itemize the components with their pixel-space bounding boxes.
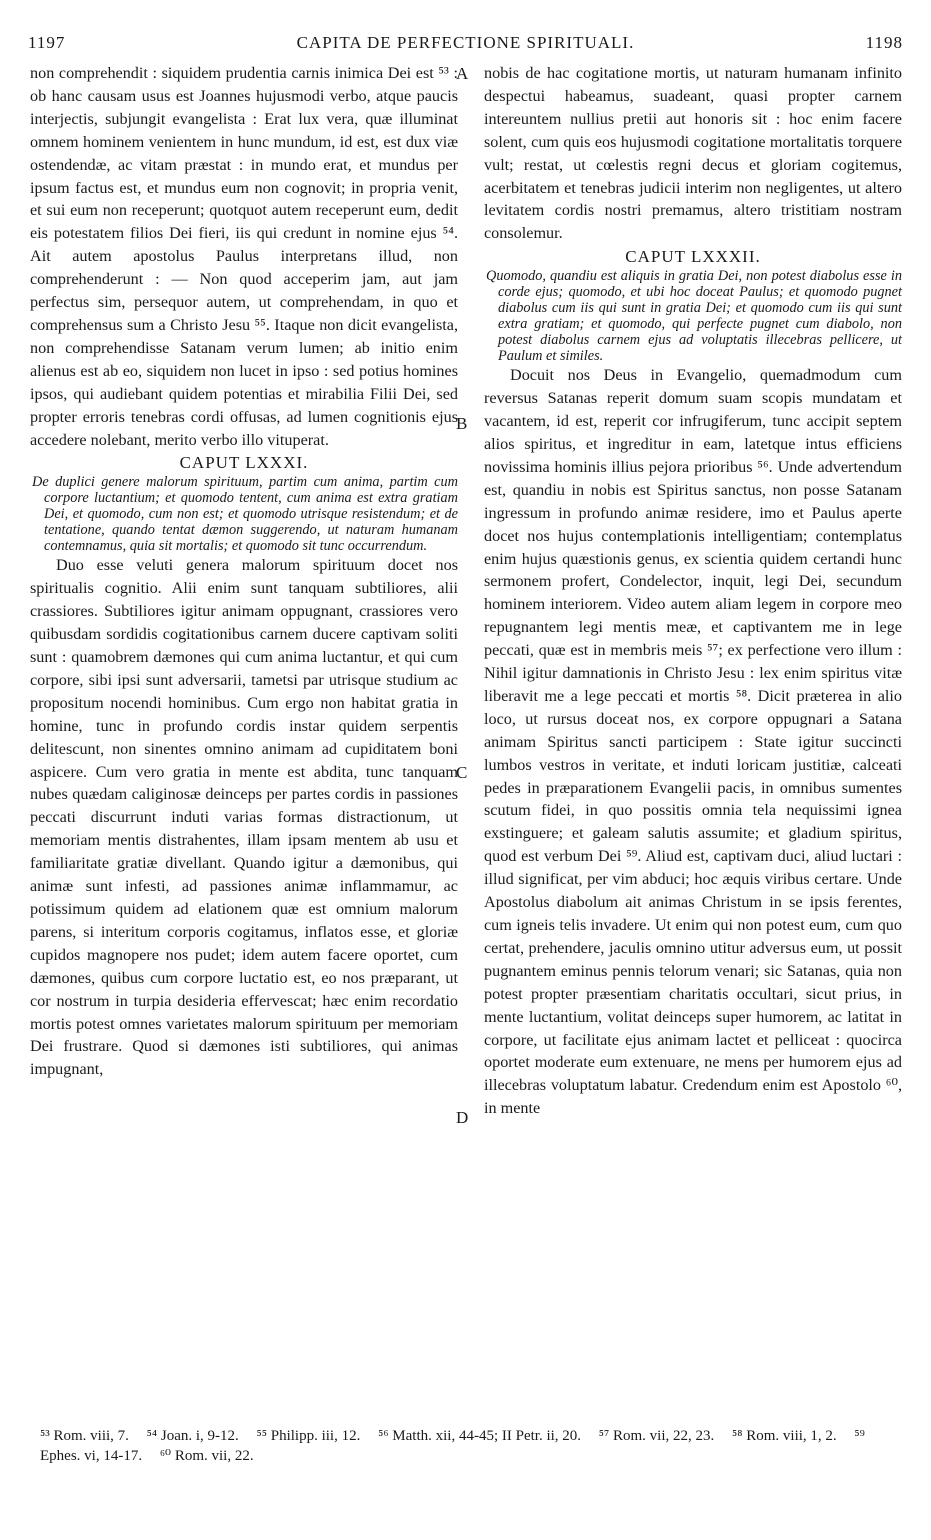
running-title: CAPITA DE PERFECTIONE SPIRITUALI. bbox=[296, 33, 635, 52]
caput-lxxxii-title: CAPUT LXXXII. bbox=[625, 247, 761, 267]
caput-lxxxi-summary: De duplici genere malorum spirituum, partim cum anima, partim cum corpore luctantium; et quomodo tentent, cum anima est extra gratiam Dei, et quomodo, cum non est; et quomodo utrisque resistendum; et de tentatione, quando tentat dæmon suggerendo, ut naturam humanam contemnamus, quia sit mortalis; et quomodo sit tunc occurrendum. bbox=[32, 474, 458, 555]
footnote-59: ⁵⁹ Ephes. vi, 14-17. bbox=[40, 1428, 865, 1464]
margin-marker-a: A bbox=[456, 64, 469, 83]
left-paragraph-1: non comprehendit : siquidem prudentia carnis inimica Dei est ⁵³ : ob hanc causam usus est Joannes hujusmodi verbo, atque paucis interjectis, subjungit evangelista : Erat lux vera, quæ illuminat omnem hominem venientem in hunc mundum, id est, est dux viæ ostendendæ, ac vitam præstat : in mundo erat, et mundus per ipsum factus est, et mundus eum non cognovit; in propria venit, et sui eum non receperunt; quotquot autem receperunt eum, dedit eis potestatem filios Dei fieri, iis qui credunt in nomine ejus ⁵⁴. Ait autem apostolus Paulus interpretans illud, non comprehenderunt : — Non quod acceperim jam, aut jam perfectus sim, persequor autem, ut comprehendam, in quo et comprehensus sum a Christo Jesu ⁵⁵. Itaque non dicit evangelista, non comprehendisse Satanam verum lumen; ab initio enim alienus est ab eo, siquidem non lucet in ipso : sed potius homines ipsos, qui audiebant quidem potentias et mirabilia Filii Dei, sed propter erroris tenebras cordi offusas, ad lumen cognitionis ejus accedere nolebant, merito verbo illo vituperat. bbox=[30, 64, 458, 449]
footnote-55: ⁵⁵ Philipp. iii, 12. bbox=[256, 1428, 361, 1444]
caput-lxxxii-summary: Quomodo, quandiu est aliquis in gratia Dei, non potest diabolus esse in corde ejus; quomodo, et ubi hoc doceat Paulus; et quomodo pugnet diabolus cum iis qui sunt in gratia Dei; et quomodo cum iis qui sunt extra gratiam; et quomodo, qui perfecte pugnet cum diabolo, non potest diabolus carnem ejus ad voluptatis illecebras pellicere, ut Paulum et similes. bbox=[486, 268, 902, 365]
margin-marker-b: B bbox=[456, 414, 468, 433]
running-header bbox=[28, 33, 903, 57]
footnotes bbox=[40, 1426, 901, 1466]
page-number-right: 1198 bbox=[865, 33, 903, 52]
footnote-54: ⁵⁴ Joan. i, 9-12. bbox=[146, 1428, 239, 1444]
footnote-56: ⁵⁶ Matth. xii, 44-45; II Petr. ii, 20. bbox=[378, 1428, 582, 1444]
footnote-60: ⁶⁰ Rom. vii, 22. bbox=[159, 1448, 254, 1464]
right-paragraph-2: Docuit nos Deus in Evangelio, quemadmodum cum reversus Satanas reperit domum suam scopis mundatam et vacantem, id est, reperit cor infrugiferum, tunc accipit septem alios spiritus, et ingreditur in eam, latetque intus efficiens novissima hominis illius pejora prioribus ⁵⁶. Unde advertendum est, quandiu in nobis est Spiritus sanctus, non posse Satanam ingressum in profundo animæ residere, imo et Paulus aperte docet nos hujus contemplationis intelligentiam; contemplatus enim hujus quæstionis genus, ex scientia quidem certandi hunc sermonem profert, Condelector, inquit, legi Dei, secundum hominem interiorem. Video autem aliam legem in corpore meo repugnantem legi mentis meæ, et captivantem me in lege peccati, quæ est in membris meis ⁵⁷; ex perfectione vero illum : Nihil igitur damnationis in Christo Jesu : lex enim spiritus vitæ liberavit me a lege peccati et mortis ⁵⁸. Dicit præterea in alio loco, ut rursus doceat nos, ex corpore oppugnari a Satana animam Spiritus sancti participem : State igitur succincti lumbos vestros in veritate, et induti loricam justitiæ, calceati pedes in præparationem Evangelii pacis, in omnibus sumentes scutum fidei, in quo possitis omnia tela nequissimi ignea exstinguere; et galeam salutis assumite; et gladium spiritus, quod est verbum Dei ⁵⁹. Aliud est, captivam duci, aliud luctari : illud significat, per vim abduci; hoc æquis viribus certare. Unde Apostolus diabolum ait animas Christum in se ipsis ferentes, cum igneis telis invadere. Ut enim qui non potest eum, cum quo certat, prehendere, jaculis omnino utitur adversus eum, ut possit pugnantem eminus pennis telorum venari; sic Satanas, quia non potest propter præsentiam charitatis occultari, sicut prius, in mente luctantium, volitat deinceps super humorem, ac latitat in corpore, ut facilitate ejus animam lactet et pelliceat : quocirca oportet moderate eum extenuare, ne mens per humorem ejus ad illecebras voluptatum labatur. Credendum enim est Apostolo ⁶⁰, in mente bbox=[484, 366, 902, 1118]
footnote-57: ⁵⁷ Rom. vii, 22, 23. bbox=[598, 1428, 715, 1444]
margin-marker-c: C bbox=[456, 763, 468, 782]
footnote-58: ⁵⁸ Rom. viii, 1, 2. bbox=[732, 1428, 837, 1444]
right-paragraph-1: nobis de hac cogitatione mortis, ut naturam humanam infinito despectui habeamus, suadeant, quasi propter carnem intereuntem nullius pretii aut honoris sit : hoc enim facere solent, cum quis eos hujusmodi cogitatione mortalitatis torquere vult; restat, ut cœlestis regni decus et gloriam cogitemus, acerbitatem et tenebras judicii interim non negligentes, ut altero levitatem cordis nostri premamus, altero tristitiam nostram consolemur. bbox=[484, 64, 902, 243]
left-column bbox=[30, 62, 458, 1081]
footnote-53: ⁵³ Rom. viii, 7. bbox=[40, 1428, 129, 1444]
margin-marker-d: D bbox=[456, 1108, 469, 1127]
caput-lxxxi-title: CAPUT LXXXI. bbox=[179, 453, 309, 473]
left-paragraph-2: Duo esse veluti genera malorum spirituum docet nos spiritualis cognitio. Alii enim sunt tanquam subtiliores, alii crassiores. Subtiliores igitur animam oppugnant, crassiores vero quibusdam sordidis cogitationibus carnem ducere captivam soliti sunt : quamobrem dæmones qui cum anima luctantur, et qui cum corpore, sibi ipsi sunt adversarii, tametsi par utrisque studium ac propositum nocendi hominibus. Cum ergo non habitat gratia in homine, tunc in profundo cordis instar quidem serpentis delitescunt, non sinentes omnino animam ad cupiditatem boni aspicere. Cum vero gratia in mente est abdita, tunc tanquam nubes quædam caliginosæ deinceps per partes cordis in passiones peccati discurrunt induti varias formas distractionum, ut memoriam mentis distrahentes, illam ipsam mentem ab usu et familiaritate gratiæ divellant. Quando igitur a dæmonibus, qui animæ sunt infesti, ad passiones animæ inflammamur, ac potissimum quidem ad elationem quæ est omnium malorum parens, si interitum corporis cogitamus, inflatos esse, et gloriæ cupidos magnopere nos pudet; idem autem facere oportet, cum dæmones, quibus cum corpore luctatio est, eo nos præparant, ut cor nostrum in turpia desideria effervescat; hæc enim recordatio mortis potest omnes varietates malorum spirituum per memoriam Dei frustrare. Quod si dæmones isti subtiliores, qui animas impugnant, bbox=[30, 556, 458, 1079]
page-number-left: 1197 bbox=[28, 33, 66, 52]
right-column bbox=[484, 62, 902, 1120]
